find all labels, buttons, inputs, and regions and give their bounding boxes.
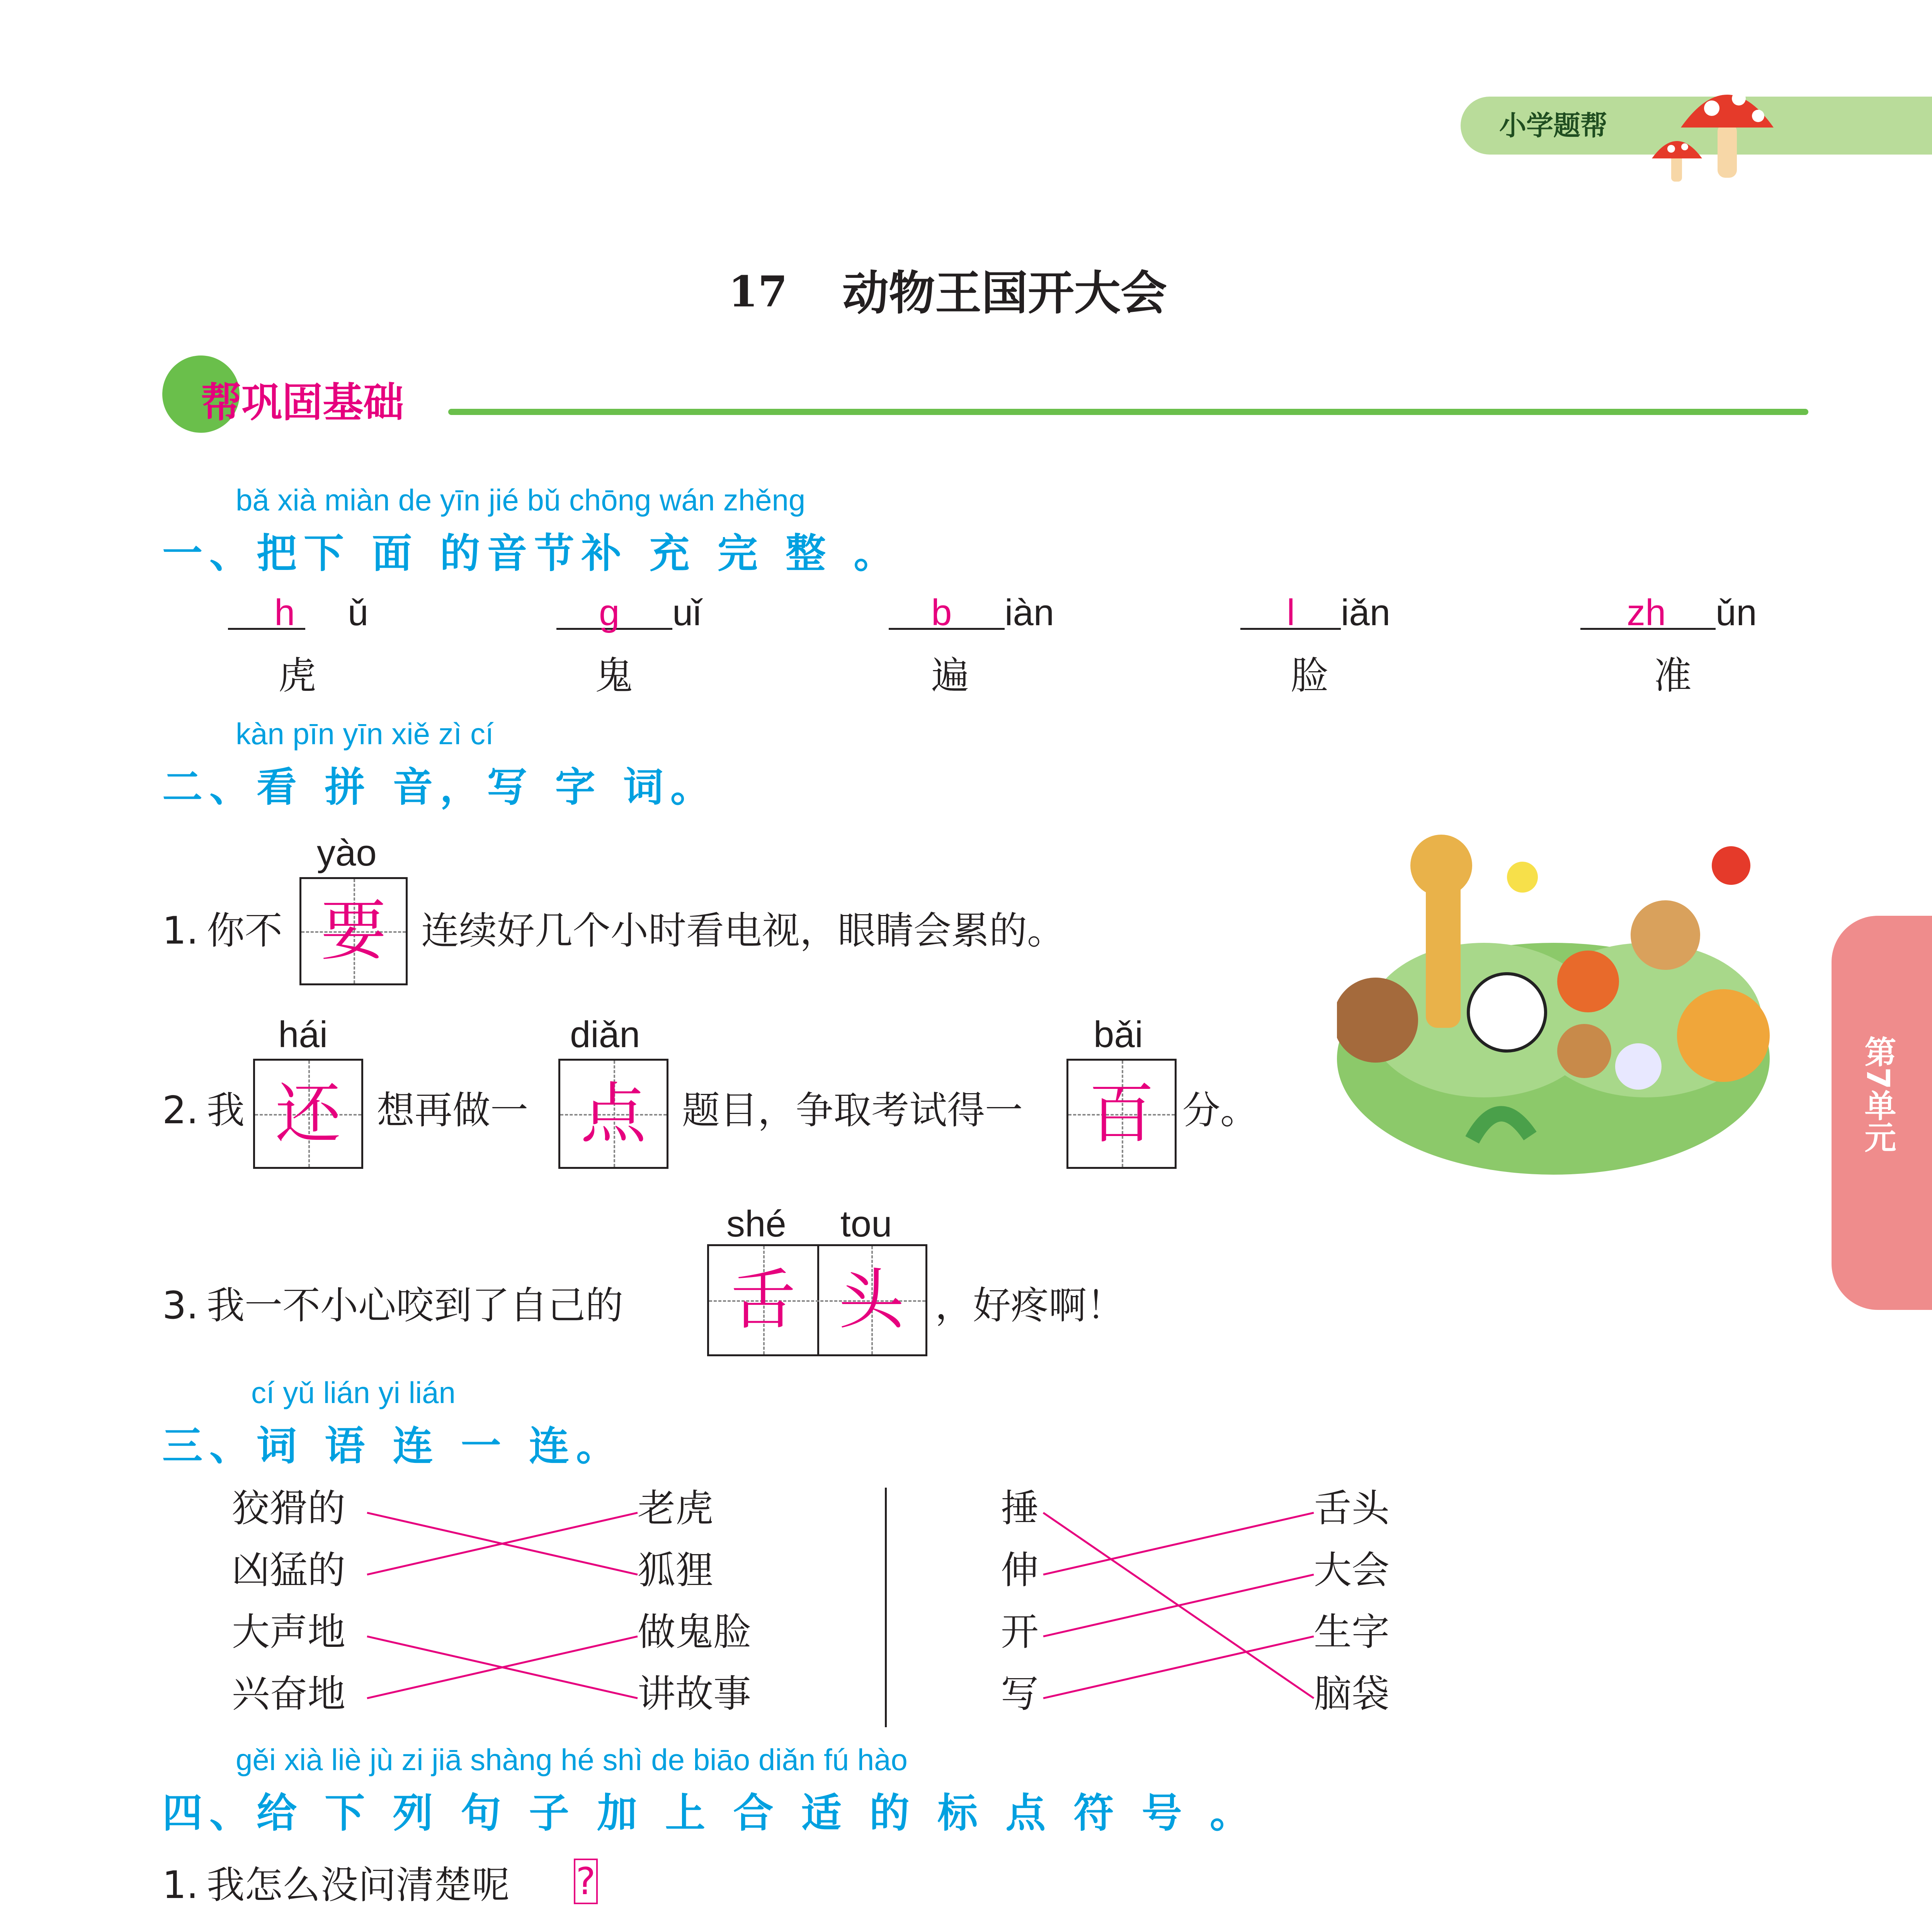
brand-label: 小学题帮 [1499, 110, 1607, 141]
q3-left-b-3: 做鬼脸 [638, 1610, 752, 1654]
q1-item-4: l iǎn 脸 [1240, 591, 1418, 676]
q2-answer-box-2[interactable]: 还 [253, 1059, 363, 1169]
q4-punct-box-1[interactable]: ? [574, 1859, 598, 1904]
q3-left-b-2: 狐狸 [638, 1548, 714, 1592]
q3-right-b-2: 大会 [1314, 1548, 1390, 1592]
q3-left-b-4: 讲故事 [638, 1672, 752, 1716]
q3-left-b-1: 老虎 [638, 1486, 714, 1531]
q1-item-2: g uǐ 鬼 [556, 591, 711, 676]
q3-left-a-1: 狡猾的 [232, 1486, 346, 1531]
q3-left-a-4: 兴奋地 [232, 1672, 346, 1716]
q1-pinyin: bǎ xià miàn de yīn jié bǔ chōng wán zhěng [236, 483, 806, 517]
q1-item-1: h ǔ 虎 [228, 591, 383, 676]
section-heading-basics: 帮巩固基础 [201, 379, 404, 426]
unit-tab-label: 第7单元 [1859, 1036, 1896, 1153]
q3-right-a-1: 捶 [1001, 1486, 1039, 1531]
q3-left-a-3: 大声地 [232, 1610, 346, 1654]
q4-pinyin: gěi xià liè jù zi jiā shàng hé shì de biāo diǎn fú hào [236, 1743, 908, 1777]
q1-item-5: zh ǔn 准 [1580, 591, 1774, 676]
q2-answer-box-1[interactable]: 要 [299, 877, 408, 985]
q3-right-b-3: 生字 [1314, 1610, 1390, 1654]
q4-title: 四、给 下 列 句 子 加 上 合 适 的 标 点 符 号 。 [162, 1789, 1257, 1837]
q3-title: 三、词 语 连 一 连。 [162, 1422, 623, 1469]
q3-right-b-4: 脑袋 [1314, 1672, 1390, 1716]
q2-answer-box-5[interactable]: 舌 头 [707, 1244, 927, 1356]
q2-title: 二、看 拼 音，写 字 词。 [162, 764, 718, 811]
lesson-title: 动物王国开大会 [842, 267, 1167, 320]
q3-right-b-1: 舌头 [1314, 1486, 1390, 1531]
q2-answer-box-3[interactable]: 点 [558, 1059, 668, 1169]
q1-item-3: b iàn 遍 [889, 591, 1066, 676]
q1-title: 一、把下 面 的音节补 充 完 整 。 [162, 530, 901, 577]
q2-answer-box-4[interactable]: 百 [1066, 1059, 1177, 1169]
lesson-number: 17 [728, 267, 788, 316]
q3-right-a-3: 开 [1001, 1610, 1039, 1654]
q3-right-a-2: 伸 [1001, 1548, 1039, 1592]
q2-pinyin: kàn pīn yīn xiě zì cí [236, 717, 494, 751]
q3-pinyin: cí yǔ lián yi lián [251, 1376, 456, 1410]
q3-right-a-4: 写 [1001, 1672, 1039, 1716]
q3-left-a-2: 凶猛的 [232, 1548, 346, 1592]
